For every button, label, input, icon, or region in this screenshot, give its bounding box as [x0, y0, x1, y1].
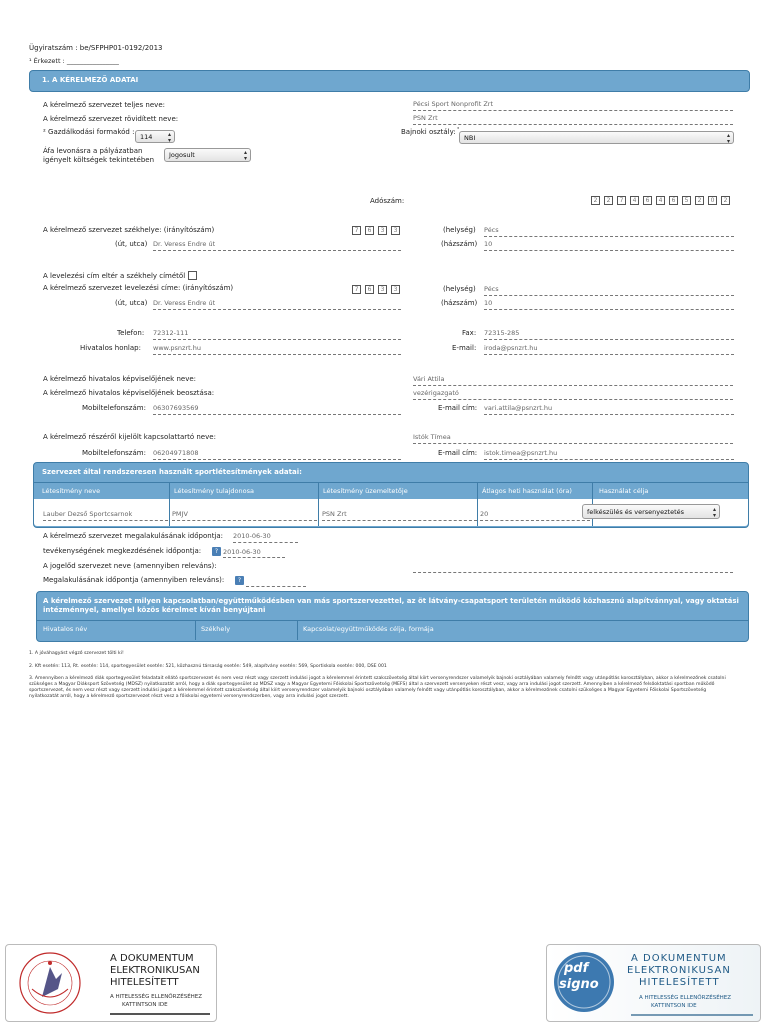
mail-street-field[interactable]: Dr. Veress Endre út [153, 299, 401, 310]
right-badge-title-3: HITELESÍTETT [639, 977, 720, 988]
facility-operator-field[interactable]: PSN Zrt [322, 510, 477, 521]
mail-zip-digit-box-2[interactable]: 6 [365, 285, 374, 294]
seat-city-label: (helység) [443, 226, 476, 234]
tax-digit-box-11[interactable]: 2 [721, 196, 730, 205]
seat-zip-digit-box-4[interactable]: 3 [391, 226, 400, 235]
mail-diff-checkbox[interactable] [188, 271, 197, 280]
predecessor-label: A jogelőd szervezet neve (amennyiben releváns): [43, 562, 217, 570]
predecessor-field[interactable] [413, 562, 733, 573]
rep-title-label: A kérelmező hivatalos képviselőjének beosztása: [43, 389, 215, 397]
left-badge-title-2: ELEKTRONIKUSAN [110, 965, 200, 976]
federation-seal-icon [12, 949, 88, 1017]
tax-digit-box-10[interactable]: 0 [708, 196, 717, 205]
email-label: E-mail: [452, 344, 477, 352]
seat-zip-digit-box-2[interactable]: 6 [365, 226, 374, 235]
tax-digit-box-4[interactable]: 4 [630, 196, 639, 205]
contact-name-label: A kérelmező részéről kijelölt kapcsolattartó neve: [43, 433, 216, 441]
mail-number-label: (házszám) [441, 299, 478, 307]
contact-mobile-field[interactable]: 06204971808 [153, 449, 401, 460]
vat-label-line1: Áfa levonásra a pályázatban [43, 147, 143, 155]
gfo-label: ² Gazdálkodási formakód : [43, 128, 135, 136]
tax-digit-box-6[interactable]: 4 [656, 196, 665, 205]
facility-purpose-value: felkészülés és versenyeztetés [587, 508, 685, 516]
left-authentication-badge[interactable] [5, 944, 217, 1022]
select-arrows-icon: ▴ ▾ [167, 131, 171, 144]
tax-digit-box-1[interactable]: 2 [591, 196, 600, 205]
rep-title-field[interactable]: vezérigazgató [413, 389, 733, 400]
col-header-owner: Létesítmény tulajdonosa [174, 487, 254, 495]
right-badge-sub-2: KATTINTSON IDE [651, 1003, 697, 1009]
tax-digit-box-5[interactable]: 6 [643, 196, 652, 205]
vat-select[interactable] [164, 148, 251, 162]
help-icon[interactable]: ? [235, 576, 244, 585]
league-value: NBI [464, 134, 476, 142]
facilities-title: Szervezet által rendszeresen használt sportlétesítmények adatai: [42, 468, 302, 476]
phone-field[interactable]: 72312-111 [153, 329, 401, 340]
footnote-2: 2. Kft esetén: 113, Rt. esetén: 114, sportegyesület esetén: 521, közhasznú társaság esetén: 549, alapítvány esetén: 569, Sportiskola esetén: 000, DSE 001 [29, 664, 387, 669]
cooperation-title-line1: A kérelmező szervezet milyen kapcsolatban/együttműködésben van más sportszervezettel, az öt látvány-csapatsport területén működő közhasznú alapítvánnyal, vagy oktatási [43, 597, 739, 605]
founded-field[interactable]: 2010-06-30 [233, 532, 298, 543]
mail-city-field[interactable]: Pécs [484, 285, 734, 296]
contact-mobile-label: Mobiltelefonszám: [82, 449, 146, 457]
right-badge-title-2: ELEKTRONIKUSAN [627, 965, 731, 976]
col-header-name: Létesítmény neve [42, 487, 101, 495]
gfo-select[interactable] [135, 130, 175, 143]
mail-label: A kérelmező szervezet levelezési címe: (irányítószám) [43, 284, 234, 292]
contact-name-field[interactable]: Istók Tímea [413, 433, 733, 444]
mail-diff-label: A levelezési cím eltér a székhely címétől [43, 272, 186, 280]
tax-number-label: Adószám: [370, 197, 405, 205]
pdfsigno-text-2: signo [559, 977, 599, 992]
divider [477, 483, 478, 526]
facility-owner-field[interactable]: PMJV [172, 510, 317, 521]
league-label: Bajnoki osztály: [401, 128, 456, 136]
select-arrows-icon: ▴ ▾ [726, 132, 730, 145]
divider [297, 621, 298, 640]
website-field[interactable]: www.psnzrt.hu [153, 344, 401, 355]
cooperation-panel [36, 591, 749, 642]
league-select[interactable] [459, 131, 734, 144]
facility-hours-field[interactable]: 20 [480, 510, 590, 521]
divider [195, 621, 196, 640]
pred-founded-field[interactable] [246, 577, 306, 587]
facility-purpose-select[interactable] [582, 504, 720, 519]
left-badge-sub-1: A HITELESSÉG ELLENŐRZÉSÉHEZ [110, 994, 203, 1000]
activity-field[interactable]: 2010-06-30 [223, 548, 285, 558]
rep-email-field[interactable]: vari.attila@psnzrt.hu [484, 404, 734, 415]
pdfsigno-text-1: pdf [564, 961, 589, 976]
col-header-official-name: Hivatalos név [43, 625, 88, 633]
tax-digit-box-3[interactable]: 7 [617, 196, 626, 205]
col-header-seat: Székhely [201, 625, 231, 633]
activity-label: tevékenységének megkezdésének időpontja: [43, 547, 202, 555]
divider [110, 1013, 210, 1015]
email-field[interactable]: iroda@psnzrt.hu [484, 344, 734, 355]
left-badge-title-3: HITELESÍTETT [110, 977, 179, 988]
tax-digit-box-7[interactable]: 6 [669, 196, 678, 205]
facility-name-field[interactable]: Lauber Dezső Sportcsarnok [43, 510, 168, 521]
seat-zip-digit-box-3[interactable]: 3 [378, 226, 387, 235]
case-number: Ügyiratszám : be/SFPHP01-0192/2013 [29, 44, 163, 52]
left-badge-title-1: A DOKUMENTUM [110, 953, 194, 964]
help-icon[interactable]: ? [212, 547, 221, 556]
left-badge-sub-2: KATTINTSON IDE [122, 1002, 168, 1008]
col-header-cooperation-purpose: Kapcsolat/együttműködés célja, formája [303, 625, 434, 633]
rep-name-field[interactable]: Vári Attila [413, 375, 733, 386]
mail-number-field[interactable]: 10 [484, 299, 734, 310]
select-arrows-icon: ▴ ▾ [712, 506, 716, 519]
cooperation-title-line2: intézménnyel, amellyel közös kérelmet kíván benyújtani [43, 606, 266, 614]
short-name-label: A kérelmező szervezet rövidített neve: [43, 115, 179, 123]
footnote-3: 3. Amennyiben a kérelmező diák sportegyesület feladatait ellátó sportszervezet és nem vesz részt vagy szerzett indulási jogot a kérelemmel érintett szakszövetség által kiírt versenyrendszer valamelyik bajnoki osztályában valamely felnőtt vagy utánpótlás korosztályban, akkor a kérelmezőnek csatolni szükséges a Magyar Diáksport Szövetség (MDSZ) nyilatkozatát arról, hogy a diák sportegyesület az MDSZ vagy a Magyar Egyetemi Főiskolai Sportszövetség (MEFS) által a szervezett versenyeken részt vesz, vagy arra indulási jogot szerzett. Amennyiben a kérelmező felsőoktatási sportban működő sportszervezet, és nem vesz részt vagy szerzett indulási jogot a kérelemmel érintett szakszövetség által kiírt versenyrendszer valamelyik bajnoki osztályában valamely felnőtt vagy utánpótlás korosztályban, akkor a kérelmezőnek csatolni szükséges a Magyar Egyetemi Főiskolai Sportszövetség nyilatkozatát arról, hogy a kérelmező sportszervezet részt vesz a főiskolai egyetemi versenyrendszerben, vagy arra indulási jogot szerzett. [29, 676, 726, 699]
divider [34, 482, 748, 483]
mail-zip-digit-box-3[interactable]: 3 [378, 285, 387, 294]
phone-label: Telefon: [117, 329, 145, 337]
divider [169, 483, 170, 526]
contact-email-label: E-mail cím: [438, 449, 478, 457]
seat-number-field[interactable]: 10 [484, 240, 734, 251]
received-field: ¹ Érkezett : ________________ [29, 57, 119, 65]
rep-mobile-field[interactable]: 06307693569 [153, 404, 401, 415]
rep-name-label: A kérelmező hivatalos képviselőjének neve: [43, 375, 197, 383]
rep-email-label: E-mail cím: [438, 404, 478, 412]
website-label: Hivatalos honlap: [80, 344, 141, 352]
pred-founded-label: Megalakulásának időpontja (amennyiben releváns): [43, 576, 225, 584]
mail-zip-digit-box-4[interactable]: 3 [391, 285, 400, 294]
divider [631, 1014, 753, 1016]
tax-digit-box-8[interactable]: 5 [682, 196, 691, 205]
founded-label: A kérelmező szervezet megalakulásának időpontja: [43, 532, 224, 540]
mail-street-label: (út, utca) [115, 299, 148, 307]
fax-field[interactable]: 72315-285 [484, 329, 734, 340]
footnote-1: 1. A jóváhagyást végző szervezet tölti ki! [29, 651, 124, 656]
tax-digit-box-9[interactable]: 2 [695, 196, 704, 205]
right-badge-title-1: A DOKUMENTUM [631, 953, 727, 964]
seat-city-field[interactable]: Pécs [484, 226, 734, 237]
mail-city-label: (helység) [443, 285, 476, 293]
vat-label-line2: igényelt költségek tekintetében [43, 156, 155, 164]
full-name-field[interactable]: Pécsi Sport Nonprofit Zrt [413, 100, 733, 111]
col-header-operator: Létesítmény üzemeltetője [323, 487, 408, 495]
seat-label: A kérelmező szervezet székhelye: (irányítószám) [43, 226, 215, 234]
vat-value: Jogosult [169, 151, 195, 159]
right-badge-sub-1: A HITELESSÉG ELLENŐRZÉSÉHEZ [639, 995, 732, 1001]
seat-number-label: (házszám) [441, 240, 478, 248]
league-footnote-mark: ³ [457, 127, 460, 133]
full-name-label: A kérelmező szervezet teljes neve: [43, 101, 165, 109]
divider [37, 620, 748, 621]
mail-zip-digit-box-1[interactable]: 7 [352, 285, 361, 294]
seat-zip-digit-box-1[interactable]: 7 [352, 226, 361, 235]
gfo-value: 114 [140, 133, 153, 141]
short-name-field[interactable]: PSN Zrt [413, 114, 733, 125]
rep-mobile-label: Mobiltelefonszám: [82, 404, 146, 412]
section-1-title: 1. A KÉRELMEZŐ ADATAI [42, 76, 139, 84]
col-header-hours: Átlagos heti használat (óra) [482, 487, 572, 495]
right-authentication-badge[interactable] [546, 944, 761, 1022]
col-header-purpose: Használat célja [599, 487, 649, 495]
seat-street-field[interactable]: Dr. Veress Endre út [153, 240, 401, 251]
contact-email-field[interactable]: istok.timea@psnzrt.hu [484, 449, 734, 460]
seat-street-label: (út, utca) [115, 240, 148, 248]
select-arrows-icon: ▴ ▾ [243, 149, 247, 162]
fax-label: Fax: [462, 329, 477, 337]
divider [318, 483, 319, 526]
tax-digit-box-2[interactable]: 2 [604, 196, 613, 205]
section-1-header [29, 70, 750, 92]
